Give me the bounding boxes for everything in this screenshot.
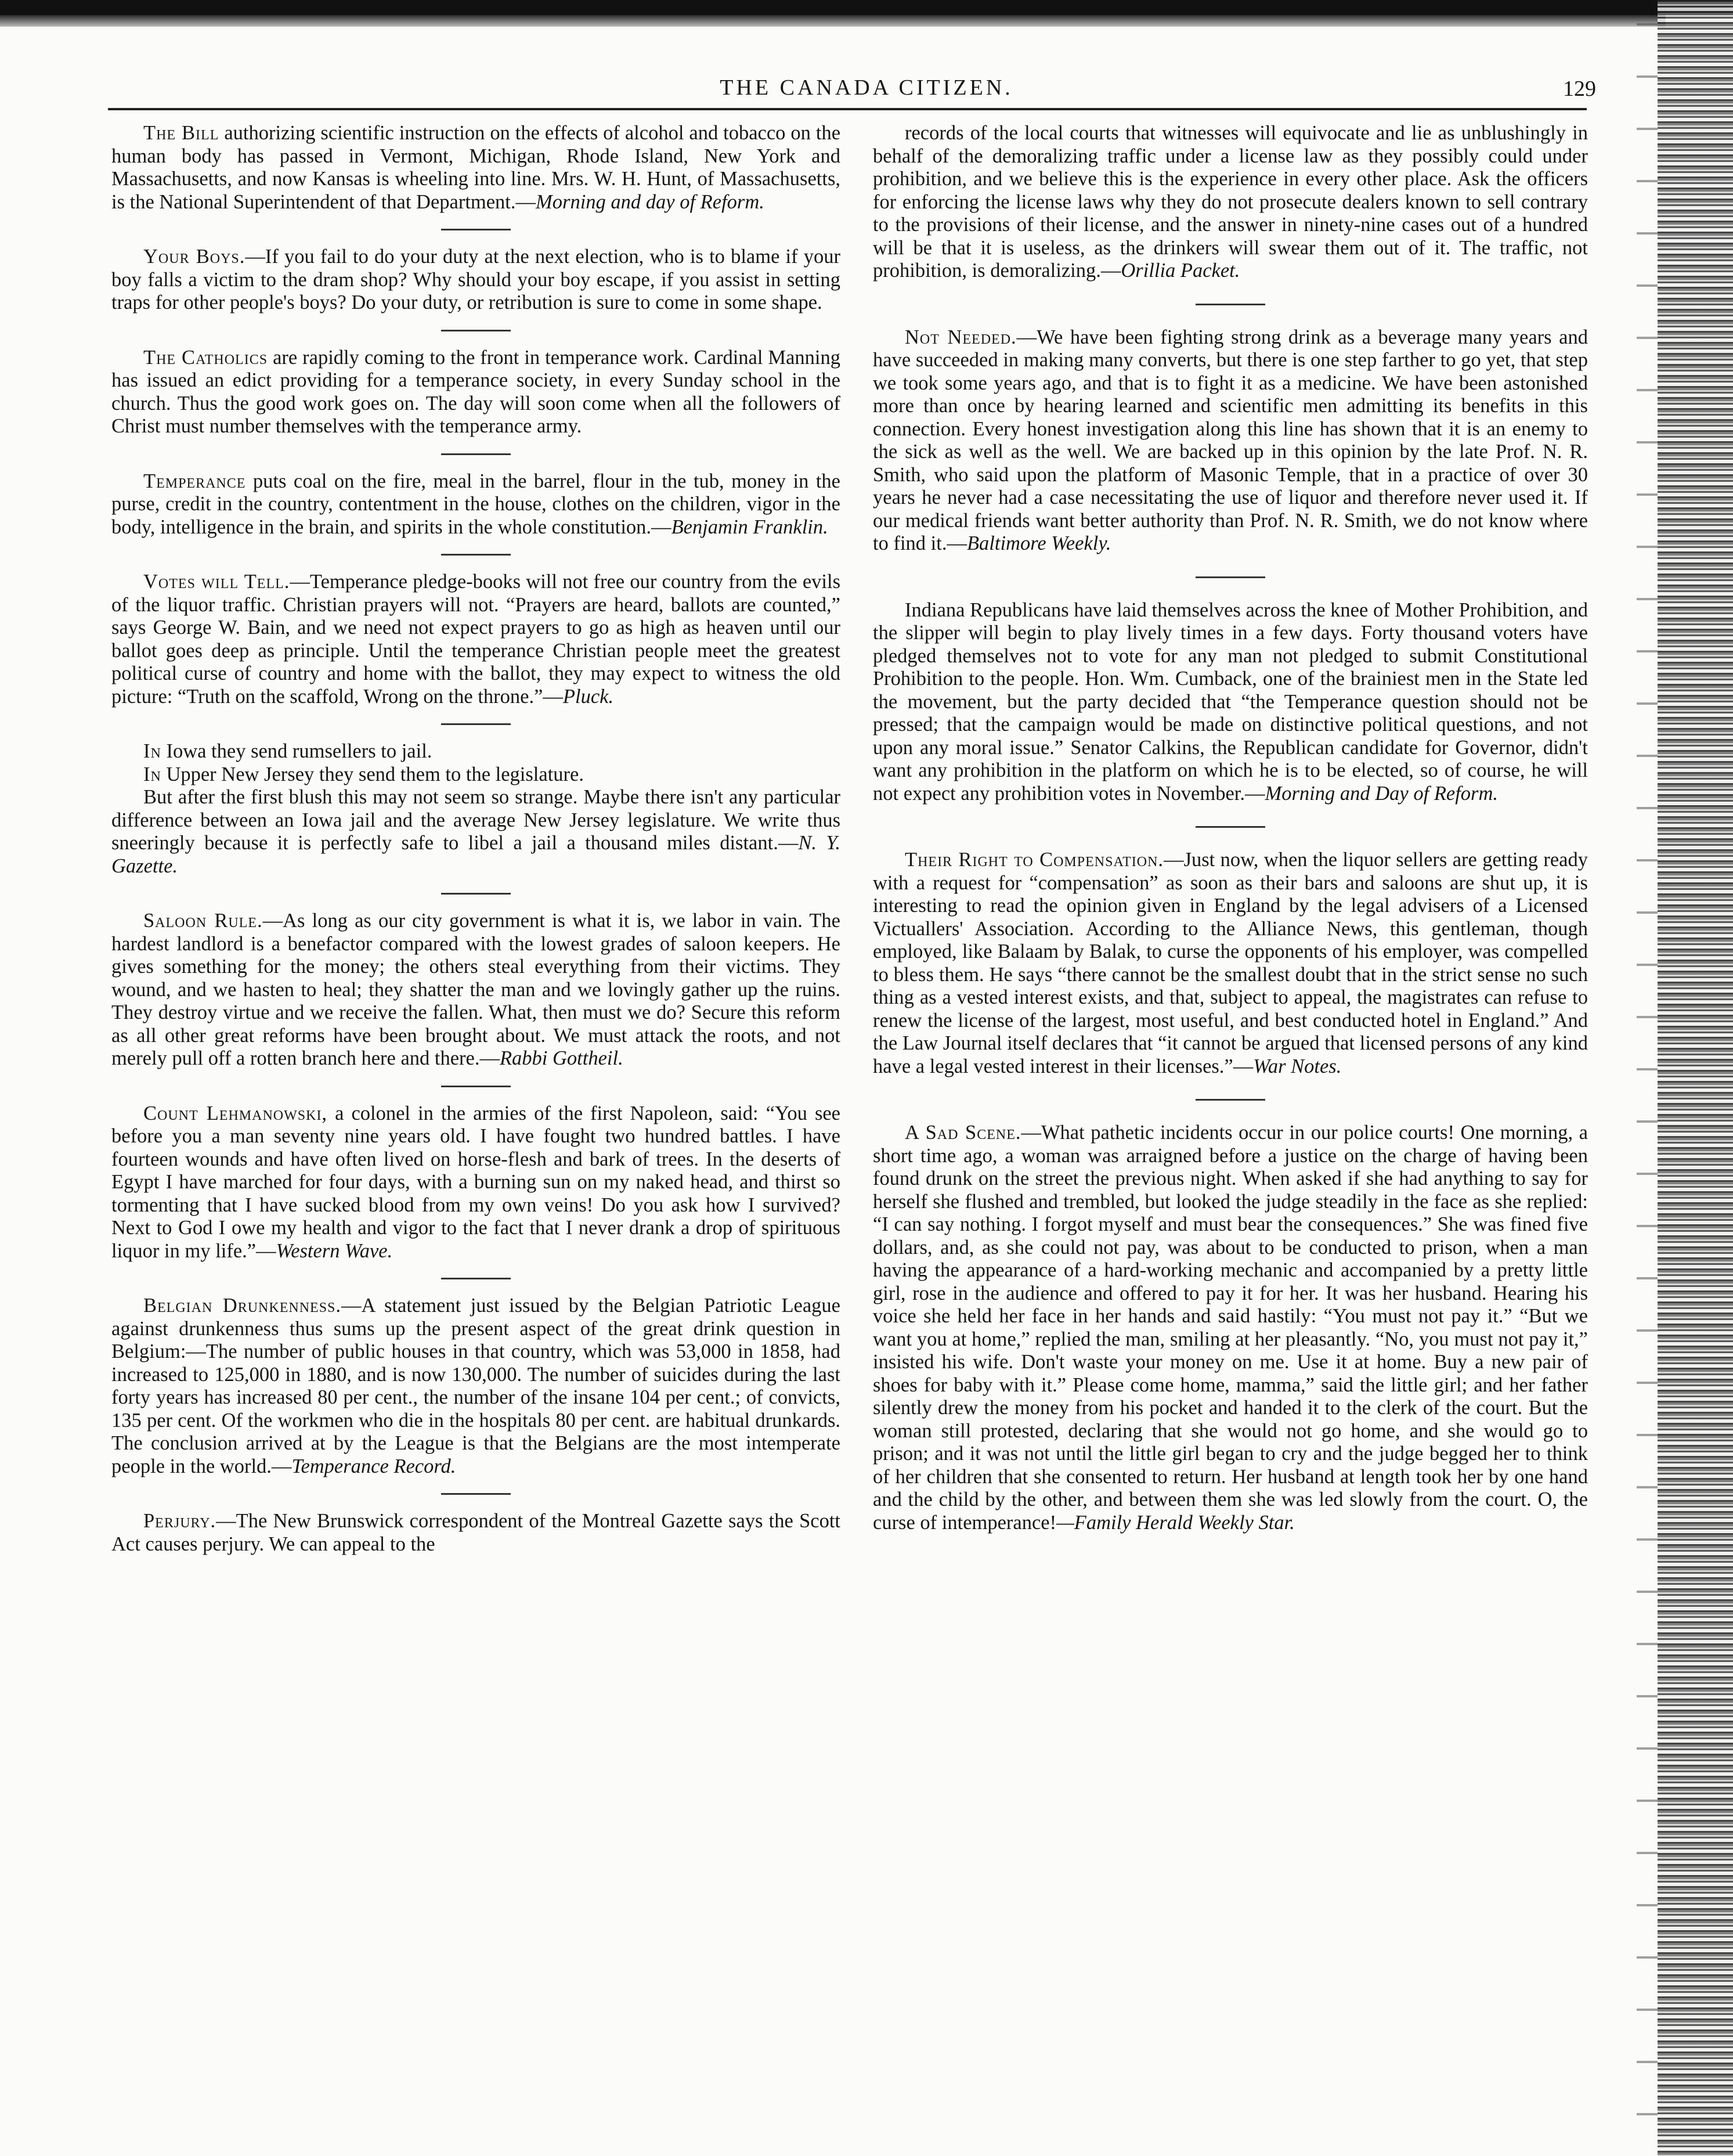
article xyxy=(873,1122,1588,1534)
article-text: are rapidly coming to the front in temperance work. Cardinal Manning has issued an edict providing for a temperance society, in every Sunday school in the church. Thus the good work goes on. The day will soon come when all the followers of Christ must number themselves with the temperance army. xyxy=(111,346,840,437)
article-text: records of the local courts that witnesses will equivocate and lie as unblushingly in behalf of the demoralizing traffic under a license law as they possibly could under prohibition, and we believe this is the experience in every other place. Ask the officers for enforcing the license laws why they do not prosecute dealers known to sell contrary to the provisions of their license, and the answer in ninety-nine cases out of a hundred will be that it is useless, as the drinkers will swear them out of it. The traffic, not prohibition, is demoralizing.— xyxy=(873,122,1588,282)
paragraph xyxy=(111,910,840,1070)
article xyxy=(873,326,1588,556)
article-lead: Perjury. xyxy=(143,1510,216,1532)
paragraph xyxy=(111,122,840,214)
paragraph xyxy=(111,470,840,539)
article xyxy=(111,122,840,214)
article-separator xyxy=(441,554,511,556)
paragraph xyxy=(111,1510,840,1556)
paragraph xyxy=(873,599,1588,806)
article-lead: In xyxy=(143,763,161,785)
header-rule xyxy=(108,108,1587,110)
article-text: Upper New Jersey they send them to the legislature. xyxy=(161,763,584,785)
article-lead: Votes will Tell. xyxy=(143,571,290,593)
paragraph xyxy=(873,1122,1588,1534)
article-text: puts coal on the fire, meal in the barrel, flour in the tub, money in the purse, credit in the country, contentment in the house, clothes on the children, vigor in the body, intelligence in the brain, and spirits in the whole constitution.— xyxy=(111,470,840,538)
paragraph xyxy=(111,763,840,787)
paragraph xyxy=(873,849,1588,1078)
article-citation: —Family Herald Weekly Star. xyxy=(1056,1511,1295,1534)
newspaper-title: THE CANADA CITIZEN. xyxy=(720,75,1013,100)
article-lead: Saloon Rule. xyxy=(143,910,263,932)
article xyxy=(111,571,840,708)
article-text: —We have been fighting strong drink as a beverage many years and have succeeded in making many converts, but there is one step farther to go yet, that step we took some years ago, and that is to fight it as a medicine. We have been astonished more than once by hearing learned and scientific men admitting its benefits in this connection. Every honest investigation along this line has shown that it is an enemy to the sick as well as the well. We are backed up in this opinion by the late Prof. N. R. Smith, who said upon the platform of Masonic Temple, that in a practice of over 30 years he never had a case necessitating the use of liquor and therefore never used it. If our medical friends want better authority than Prof. N. R. Smith, we do not know where to find it.— xyxy=(873,326,1588,554)
left-column xyxy=(111,122,840,1556)
article xyxy=(873,122,1588,283)
article xyxy=(111,347,840,438)
article-text: Indiana Republicans have laid themselves across the knee of Mother Prohibition, and the slipper will begin to play lively times in a few days. Forty thousand voters have pledged themselves not to vote for any man not pledged to submit Constitutional Prohibition to the people. Hon. Wm. Cumback, one of the brainiest men in the State led the movement, but the party decided that “the Temperance question should not be pressed; that the campaign would be made on distinctive political questions, and not upon any moral issue.” Senator Calkins, the Republican candidate for Governor, didn't want any prohibition in the platform on which he is to be elected, so of course, he will not expect any prohibition votes in November.— xyxy=(873,599,1588,805)
article-citation: Benjamin Franklin. xyxy=(671,515,828,538)
article xyxy=(111,910,840,1070)
article-lead: The Catholics xyxy=(143,346,268,369)
article-lead: Not Needed. xyxy=(905,326,1017,348)
article-citation: N. Y. Gazette. xyxy=(111,832,840,877)
article xyxy=(111,470,840,539)
paragraph xyxy=(111,246,840,315)
article-lead: Count Lehmanowski, xyxy=(143,1102,328,1124)
article-separator xyxy=(441,1278,511,1279)
article-citation: Pluck. xyxy=(562,685,614,708)
article-text: —What pathetic incidents occur in our police courts! One morning, a short time ago, a woman was arraigned before a justice on the charge of having been found drunk on the street the previous night. When asked if she had anything to say for herself she flushed and trembled, but looked the judge steadily in the face as she replied: “I can say nothing. I forgot myself and must bear the consequences.” She was fined five dollars, and, as she could not pay, was about to be conducted to prison, when a man having the appearance of a hard-working mechanic and accompanied by a pretty little girl, rose in the audience and offered to pay it for her. It was her husband. Hearing his voice she held her face in her hands and said hastily: “You must not pay it.” “But we want you at home,” replied the man, smiling at her pleasantly. “No, you must not pay it,” insisted his wife. Don't waste your money on me. Use it at home. Buy a new pair of shoes for baby with it.” Please come home, mamma,” said the little girl; and her father silently drew the money from his pocket and handed it to the clerk of the court. But the woman still protested, declaring that she would not go home, and she would go to prison; and it was not until the little girl began to cry and the judge begged her to think of her children that she consented to return. Her husband at length took her by one hand and the child by the other, and between them she was led slowly from the court. O, the curse of intemperance! xyxy=(873,1122,1588,1534)
article xyxy=(111,740,840,878)
article-text: —The New Brunswick correspondent of the Montreal Gazette says the Scott Act causes perjury. We can appeal to the xyxy=(111,1510,840,1555)
paragraph xyxy=(873,326,1588,556)
scan-edge-shadow xyxy=(1637,0,1658,2156)
article xyxy=(873,599,1588,806)
article-citation: Orillia Packet. xyxy=(1121,259,1240,282)
article-text: —Temperance pledge-books will not free our country from the evils of the liquor traffic. Christian prayers will not. “Prayers are heard, ballots are counted,” says George W. Bain, and we need not expect prayers to go as high as heaven until our ballot goes deep as principle. Until the temperance Christian people meet the greatest political curse of country and home with the ballot, they may expect to witness the old picture: “Truth on the scaffold, Wrong on the throne.”— xyxy=(111,571,840,708)
article-separator xyxy=(441,229,511,230)
scan-right-edge xyxy=(1658,0,1733,2156)
right-column xyxy=(873,122,1588,1534)
article-separator xyxy=(441,1493,511,1495)
paragraph xyxy=(111,347,840,438)
article-separator xyxy=(441,893,511,895)
article-lead: A Sad Scene. xyxy=(905,1122,1021,1144)
paragraph xyxy=(873,122,1588,283)
article-text: —If you fail to do your duty at the next election, who is to blame if your boy falls a victim to the dram shop? Why should your boy escape, if you assist in setting traps for other people's boys? Do your duty, or retribution is sure to come in some shape. xyxy=(111,246,840,313)
page-number: 129 xyxy=(1563,77,1596,101)
article-citation: War Notes. xyxy=(1253,1055,1342,1077)
article-separator xyxy=(1196,576,1265,578)
article-text: —Just now, when the liquor sellers are getting ready with a request for “compensation” as soon as their bars and saloons are shut up, it is interesting to read the opinion given in England by the legal advisers of a Licensed Victuallers' Association. According to the Alliance News, this gentleman, though employed, like Balaam by Balak, to curse the opponents of his employer, was compelled to bless them. He says “there cannot be the smallest doubt that in the strict sense no such thing as a vested interest exists, and that, subject to appeal, the magistrates can refuse to renew the license of the largest, most useful, and best conducted hotel in England.” And the Law Journal itself declares that “it cannot be argued that licensed persons of any kind have a legal vested interest in their licenses.”— xyxy=(873,849,1588,1077)
article-lead: Temperance xyxy=(143,470,246,492)
article-lead: The Bill xyxy=(143,122,219,144)
article-citation: Baltimore Weekly. xyxy=(966,532,1111,554)
article-separator xyxy=(1196,826,1265,828)
article-citation: Morning and Day of Reform. xyxy=(1265,782,1499,805)
article xyxy=(111,246,840,315)
article xyxy=(111,1510,840,1556)
article-citation: Rabbi Gottheil. xyxy=(499,1047,623,1069)
paragraph xyxy=(111,571,840,708)
article xyxy=(873,849,1588,1078)
article-citation: Western Wave. xyxy=(276,1239,393,1262)
article-lead: Their Right to Compensation. xyxy=(905,849,1164,871)
article-citation: Temperance Record. xyxy=(291,1455,456,1477)
article-separator xyxy=(1196,304,1265,305)
article-lead: In xyxy=(143,740,161,762)
paragraph xyxy=(111,1102,840,1263)
paragraph xyxy=(111,740,840,763)
scan-top-border xyxy=(0,0,1733,15)
article-lead: Belgian Drunkenness. xyxy=(143,1295,342,1317)
article-separator xyxy=(441,1086,511,1087)
article-lead: Your Boys. xyxy=(143,246,245,268)
article-separator xyxy=(1196,1099,1265,1101)
paragraph xyxy=(111,786,840,878)
article-separator xyxy=(441,723,511,725)
article-text: a colonel in the armies of the first Napoleon, said: “You see before you a man seventy nine years old. I have fought two hundred battles. I have fourteen wounds and have often lived on horse-flesh and bark of trees. In the deserts of Egypt I have marched for four days, with a burning sun on my naked head, and thirst so tormenting that I have sucked blood from my own veins! Do you ask how I survived? Next to God I owe my health and vigor to the fact that I never drank a drop of spirituous liquor in my life.”— xyxy=(111,1102,840,1262)
article-separator xyxy=(441,453,511,455)
article xyxy=(111,1295,840,1478)
article-separator xyxy=(441,330,511,331)
article-text: But after the first blush this may not seem so strange. Maybe there isn't any particular difference between an Iowa jail and the average New Jersey legislature. We write thus sneeringly because it is perfectly safe to libel a jail a thousand miles distant.— xyxy=(111,786,840,854)
article-text: Iowa they send rumsellers to jail. xyxy=(161,740,432,762)
article-citation: Morning and day of Reform. xyxy=(536,190,764,213)
article-text: authorizing scientific instruction on the effects of alcohol and tobacco on the human body has passed in Vermont, Michigan, Rhode Island, New York and Massachusetts, and now Kansas is wheeling into line. Mrs. W. H. Hunt, of Massachusetts, is the National Superintendent of that Department.— xyxy=(111,122,841,213)
article-text: —A statement just issued by the Belgian Patriotic League against drunkenness thus sums up the present aspect of the great drink question in Belgium:—The number of public houses in that country, which was 53,000 in 1858, had increased to 125,000 in 1880, and is now 130,000. The number of suicides during the last forty years has increased 80 per cent., the number of the insane 104 per cent.; of convicts, 135 per cent. Of the workmen who die in the hospitals 80 per cent. are habitual drunkards. The conclusion arrived at by the League is that the Belgians are the most intemperate people in the world.— xyxy=(111,1295,840,1477)
article xyxy=(111,1102,840,1263)
paragraph xyxy=(111,1295,840,1478)
scan-top-shadow xyxy=(0,15,1666,27)
article-text: —As long as our city government is what it is, we labor in vain. The hardest landlord is a benefactor compared with the lowest grades of saloon keepers. He gives something for the money; the others steal everything from their victims. They wound, and we hasten to heal; they shatter the man and we lovingly gather up the ruins. They destroy virtue and we receive the fallen. What, then must we do? Secure this reform as all other great reforms have been brought about. We must attack the roots, and not merely pull off a rotten branch here and there.— xyxy=(111,910,840,1069)
